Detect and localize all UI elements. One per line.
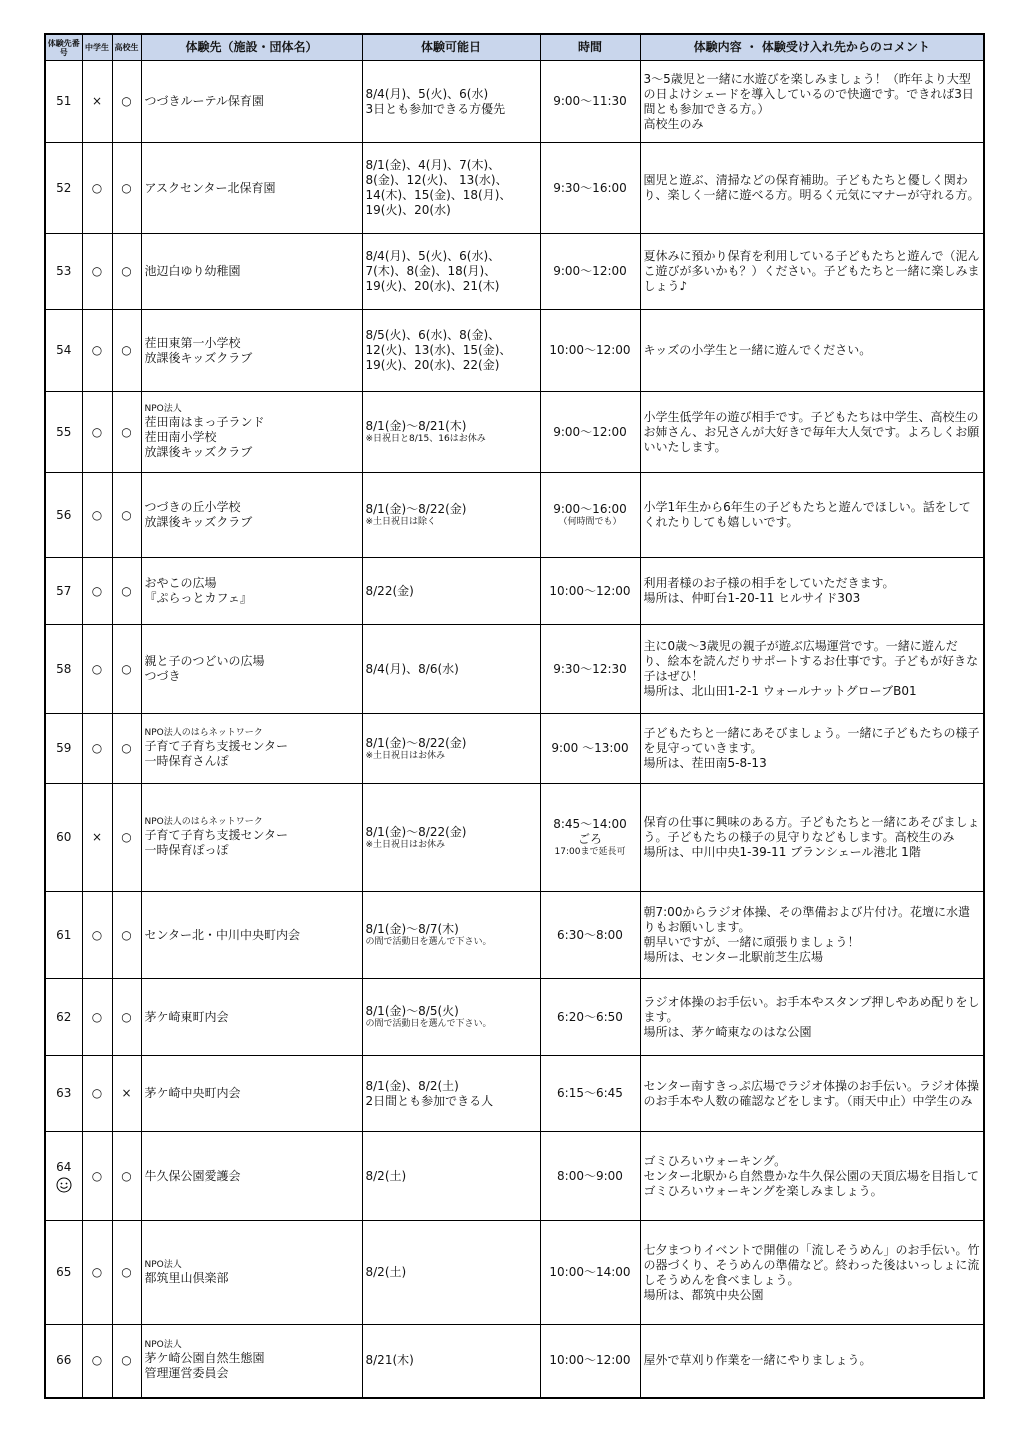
- table-row: [45, 61, 984, 143]
- header-senior-high: 高校生: [112, 34, 141, 61]
- comment-line: 主に0歳～3歳児の親子が遊ぶ広場運営です。一緒に遊んだり、絵本を読んだりサポートするお仕事です。子どもが好きな子はぜひ！: [643, 639, 979, 683]
- row-number-text: 66: [56, 1353, 72, 1368]
- time-range: [540, 61, 640, 143]
- facility-org-type: NPO法人: [144, 1340, 182, 1351]
- time-range: [540, 310, 640, 392]
- header-number: 体験先番号: [45, 34, 82, 61]
- comment: [640, 1056, 984, 1132]
- senior-high-mark: ○: [112, 784, 141, 892]
- comment-line: 朝早いですが、一緒に頑張りましょう！: [643, 935, 860, 949]
- comment-line: 3～5歳児と一緒に水遊びを楽しみましょう！（昨年より大型の日よけシェードを導入しているので快適です。できれば3日間とも参加できる方。）: [643, 71, 974, 116]
- row-number: [45, 310, 82, 392]
- date-note: ※土日祝日は除く: [365, 517, 437, 527]
- senior-high-mark: ○: [112, 234, 141, 310]
- row-number: [45, 558, 82, 625]
- date-line: 8/4(月)、5(火)、6(水)、: [365, 249, 501, 263]
- comment: [640, 714, 984, 784]
- row-number-text: 64: [56, 1159, 72, 1174]
- time-line: 9:30～12:30: [553, 661, 627, 676]
- time-line: 9:00 ～13:00: [551, 741, 629, 755]
- row-number-text: 58: [56, 661, 72, 676]
- comment-line: 高校生のみ: [643, 116, 704, 131]
- comment-line: 小学1年生から6年生の子どもたちと遊んでほしい。話をしてくれたりしても嬉しいです。: [643, 500, 971, 529]
- facility-org-type: NPO法人: [144, 1259, 182, 1270]
- row-number-text: 59: [56, 741, 72, 755]
- senior-high-mark: ○: [112, 892, 141, 979]
- date-line: 14(木)、15(金)、18(月)、: [365, 188, 512, 202]
- facility-name: [141, 1132, 362, 1221]
- row-number: [45, 61, 82, 143]
- row-number: [45, 473, 82, 558]
- row-number: [45, 1132, 82, 1221]
- junior-high-mark: ×: [82, 61, 112, 143]
- facility-name-line: 池辺白ゆり幼稚園: [144, 264, 241, 278]
- facility-name: [141, 310, 362, 392]
- time-line: 9:00～16:00: [553, 502, 627, 516]
- facility-name-line: 茅ケ崎公園自然生態園: [144, 1351, 265, 1366]
- table-body: [45, 61, 984, 1398]
- header-dates: 体験可能日: [362, 34, 540, 61]
- facility-name-line: つづき: [144, 669, 181, 683]
- row-number: [45, 714, 82, 784]
- comment-line: 場所は、中川中央1-39-11 ブランシェール港北 1階: [643, 845, 921, 859]
- junior-high-mark: ○: [82, 892, 112, 979]
- facility-org-type: NPO法人のはらネットワーク: [144, 817, 263, 827]
- available-dates: [362, 473, 540, 558]
- time-line: 10:00～14:00: [549, 1265, 631, 1279]
- facility-name-line: 茬田南はまっ子ランド: [144, 415, 265, 429]
- comment-line: 場所は、仲町台1-20-11 ヒルサイド303: [643, 591, 861, 605]
- comment-line: ゴミひろいウォーキング。: [643, 1153, 787, 1168]
- time-range: [540, 1132, 640, 1221]
- date-line: 19(火)、20(水)、21(木): [365, 279, 500, 293]
- header-junior-high: 中学生: [82, 34, 112, 61]
- header-facility: 体験先（施設・団体名）: [141, 34, 362, 61]
- table-row: [45, 1325, 984, 1398]
- facility-name: [141, 625, 362, 714]
- time-line: 10:00～12:00: [549, 583, 631, 598]
- facility-name-line: 『ぷらっとカフェ』: [144, 591, 252, 605]
- junior-high-mark: ○: [82, 1325, 112, 1398]
- time-line: 9:30～16:00: [553, 180, 627, 195]
- table-row: [45, 473, 984, 558]
- date-line: 12(火)、13(水)、15(金)、: [365, 343, 512, 357]
- available-dates: [362, 1325, 540, 1398]
- time-range: [540, 892, 640, 979]
- senior-high-mark: ○: [112, 1132, 141, 1221]
- row-number-text: 55: [56, 424, 72, 439]
- date-line: 8/4(月)、8/6(水): [365, 661, 459, 676]
- time-range: [540, 714, 640, 784]
- table-row: [45, 310, 984, 392]
- date-line: 7(木)、8(金)、18(月)、: [365, 264, 497, 278]
- date-note: ※土日祝日はお休み: [365, 750, 446, 761]
- date-note: の間で活動日を選んで下さい。: [365, 1019, 492, 1029]
- row-number: [45, 143, 82, 234]
- facility-name-line: おやこの広場: [144, 576, 217, 590]
- table-row: [45, 234, 984, 310]
- available-dates: [362, 558, 540, 625]
- facility-name: [141, 392, 362, 473]
- date-line: 8/1(金)、8/2(土): [365, 1078, 459, 1093]
- comment: [640, 473, 984, 558]
- senior-high-mark: ○: [112, 61, 141, 143]
- available-dates: [362, 310, 540, 392]
- header-content: 体験内容 ・ 体験受け入れ先からのコメント: [640, 34, 984, 61]
- comment: [640, 1132, 984, 1221]
- junior-high-mark: ○: [82, 234, 112, 310]
- comment-line: キッズの小学生と一緒に遊んでください。: [643, 343, 872, 357]
- time-note: （何時間でも）: [558, 517, 622, 527]
- junior-high-mark: ○: [82, 714, 112, 784]
- comment-line: 七夕まつりイベントで開催の「流しそうめん」のお手伝い。竹の器づくり、そうめんの準備など。終わった後はいっしょに流しそうめんを食べましょう。: [643, 1242, 980, 1287]
- table-row: [45, 1132, 984, 1221]
- available-dates: [362, 143, 540, 234]
- senior-high-mark: ○: [112, 1221, 141, 1325]
- time-range: [540, 1056, 640, 1132]
- smiley-icon: [56, 1177, 72, 1193]
- header-row: [45, 34, 984, 61]
- junior-high-mark: ○: [82, 1221, 112, 1325]
- comment-line: 夏休みに預かり保育を利用している子どもたちと遊んで（泥んこ遊びが多いかも？）ください。子どもたちと一緒に楽しみましょう♪: [643, 249, 980, 293]
- time-range: [540, 1221, 640, 1325]
- available-dates: [362, 1221, 540, 1325]
- facility-name-line: 茬田南小学校: [144, 430, 217, 444]
- row-number: [45, 625, 82, 714]
- comment-line: 場所は、都筑中央公園: [643, 1287, 764, 1302]
- row-number-text: 53: [56, 264, 72, 278]
- date-line: 2日間とも参加できる人: [365, 1093, 494, 1108]
- facility-name: [141, 714, 362, 784]
- comment-line: 屋外で草刈り作業を一緒にやりましょう。: [643, 1353, 872, 1368]
- date-line: 8/22(金): [365, 583, 414, 598]
- facility-name: [141, 1056, 362, 1132]
- date-line: 3日とも参加できる方優先: [365, 101, 506, 116]
- facility-name-line: アスクセンター北保育園: [144, 180, 276, 195]
- row-number-text: 65: [56, 1265, 72, 1279]
- comment: [640, 234, 984, 310]
- junior-high-mark: ○: [82, 143, 112, 234]
- facility-name-line: 子育て子育ち支援センター: [144, 828, 289, 842]
- date-line: 8/1(金)～8/22(金): [365, 502, 467, 516]
- row-number: [45, 1325, 82, 1398]
- senior-high-mark: ○: [112, 392, 141, 473]
- senior-high-mark: ○: [112, 310, 141, 392]
- date-line: 8/5(火)、6(水)、8(金)、: [365, 328, 501, 342]
- date-line: 8/1(金)、4(月)、7(木)、: [365, 158, 501, 172]
- comment: [640, 784, 984, 892]
- row-number-text: 54: [56, 343, 72, 357]
- junior-high-mark: ○: [82, 392, 112, 473]
- facility-name-line: 子育て子育ち支援センター: [144, 739, 289, 753]
- facility-name-line: つづきルーテル保育園: [144, 94, 264, 108]
- time-note: 17:00まで延長可: [554, 847, 626, 857]
- junior-high-mark: ○: [82, 558, 112, 625]
- senior-high-mark: ○: [112, 143, 141, 234]
- time-line: 8:00～9:00: [557, 1168, 623, 1183]
- facility-name-line: 茬田東第一小学校: [144, 335, 241, 350]
- facility-name-line: つづきの丘小学校: [144, 500, 241, 514]
- time-line: 8:45～14:00: [553, 817, 627, 831]
- comment: [640, 558, 984, 625]
- facility-name: [141, 558, 362, 625]
- junior-high-mark: ○: [82, 1132, 112, 1221]
- senior-high-mark: ○: [112, 714, 141, 784]
- facility-name: [141, 61, 362, 143]
- row-number-text: 52: [56, 180, 72, 195]
- time-line: ごろ: [577, 832, 602, 846]
- time-line: 9:00～12:00: [553, 424, 627, 439]
- row-number-text: 62: [56, 1009, 72, 1024]
- available-dates: [362, 625, 540, 714]
- time-line: 6:15～6:45: [557, 1086, 623, 1100]
- facility-name-line: 牛久保公園愛護会: [144, 1168, 241, 1183]
- date-note: ※日祝日と8/15、16はお休み: [365, 434, 486, 444]
- row-number: [45, 392, 82, 473]
- available-dates: [362, 234, 540, 310]
- experience-table: [44, 33, 985, 1399]
- junior-high-mark: ○: [82, 310, 112, 392]
- available-dates: [362, 1056, 540, 1132]
- time-range: [540, 392, 640, 473]
- facility-name-line: 放課後キッズクラブ: [144, 515, 253, 529]
- facility-name: [141, 234, 362, 310]
- facility-name-line: 茅ケ崎東町内会: [144, 1009, 229, 1024]
- facility-name: [141, 473, 362, 558]
- date-note: ※土日祝日はお休み: [365, 839, 446, 850]
- header-time: 時間: [540, 34, 640, 61]
- table-row: [45, 1221, 984, 1325]
- table-row: [45, 714, 984, 784]
- date-line: 8/2(土): [365, 1265, 407, 1279]
- senior-high-mark: ○: [112, 558, 141, 625]
- comment: [640, 61, 984, 143]
- date-line: 8/1(金)～8/5(火): [365, 1004, 459, 1018]
- facility-name: [141, 1325, 362, 1398]
- facility-name-line: 放課後キッズクラブ: [144, 445, 253, 459]
- facility-name: [141, 143, 362, 234]
- row-number-text: 63: [56, 1086, 72, 1100]
- comment-line: 園児と遊ぶ、清掃などの保育補助。子どもたちと優しく関わり、楽しく一緒に遊べる方。明るく元気にマナーが守れる方。: [643, 173, 980, 202]
- junior-high-mark: ○: [82, 473, 112, 558]
- facility-name-line: センター北・中川中央町内会: [144, 927, 301, 942]
- comment-line: センター北駅から自然豊かな牛久保公園の天頂広場を目指してゴミひろいウォーキングを楽しみましょう。: [643, 1168, 980, 1198]
- date-line: 8/1(金)～8/22(金): [365, 735, 467, 750]
- time-line: 10:00～12:00: [549, 1353, 631, 1368]
- comment-line: 場所は、茅ケ崎東なのはな公園: [643, 1024, 812, 1039]
- available-dates: [362, 714, 540, 784]
- table-row: [45, 558, 984, 625]
- date-line: 8/1(金)～8/22(金): [365, 824, 467, 839]
- comment-line: 小学生低学年の遊び相手です。子どもたちは中学生、高校生のお姉さん、お兄さんが大好きで毎年大人気です。よろしくお願いいたします。: [643, 409, 980, 454]
- comment-line: センター南すきっぷ広場でラジオ体操のお手伝い。ラジオ体操のお手本や人数の確認などをします。（雨天中止）中学生のみ: [643, 1078, 980, 1108]
- table-row: [45, 784, 984, 892]
- comment-line: 利用者様のお子様の相手をしていただきます。: [643, 576, 895, 590]
- time-range: [540, 1325, 640, 1398]
- time-range: [540, 625, 640, 714]
- row-number: [45, 784, 82, 892]
- date-line: 8/1(金)～8/21(木): [365, 419, 467, 433]
- facility-name: [141, 892, 362, 979]
- facility-name-line: 都筑里山倶楽部: [144, 1270, 229, 1285]
- table-row: [45, 625, 984, 714]
- comment-line: 保育の仕事に興味のある方。子どもたちと一緒にあそびましょう。子どもたちの様子の見守りなどもします。高校生のみ: [643, 815, 980, 844]
- row-number-text: 60: [56, 830, 72, 844]
- comment-line: 場所は、センター北駅前芝生広場: [643, 950, 824, 964]
- table-row: [45, 979, 984, 1056]
- senior-high-mark: ×: [112, 1056, 141, 1132]
- date-line: 8/21(木): [365, 1353, 414, 1368]
- facility-name: [141, 784, 362, 892]
- time-line: 6:20～6:50: [557, 1009, 623, 1024]
- time-range: [540, 473, 640, 558]
- row-number: [45, 892, 82, 979]
- date-note: の間で活動日を選んで下さい。: [365, 937, 492, 947]
- time-line: 6:30～8:00: [557, 927, 623, 942]
- row-number-text: 56: [56, 507, 72, 522]
- facility-name-line: 一時保育さんぽ: [144, 754, 229, 768]
- available-dates: [362, 979, 540, 1056]
- comment: [640, 143, 984, 234]
- junior-high-mark: ○: [82, 625, 112, 714]
- table-row: [45, 143, 984, 234]
- row-number-text: 57: [56, 583, 72, 598]
- junior-high-mark: ○: [82, 1056, 112, 1132]
- comment: [640, 1325, 984, 1398]
- facility-name-line: 茅ケ崎中央町内会: [144, 1086, 241, 1100]
- table-row: [45, 392, 984, 473]
- comment: [640, 892, 984, 979]
- date-line: 8/2(土): [365, 1168, 407, 1183]
- facility-name-line: 親と子のつどいの広場: [144, 654, 265, 668]
- facility-name: [141, 979, 362, 1056]
- comment: [640, 979, 984, 1056]
- row-number-text: 61: [56, 927, 72, 942]
- comment: [640, 625, 984, 714]
- facility-name-line: 管理運営委員会: [144, 1366, 229, 1381]
- available-dates: [362, 784, 540, 892]
- time-range: [540, 558, 640, 625]
- facility-name-line: 一時保育ぽっぽ: [144, 843, 229, 857]
- time-line: 9:00～12:00: [553, 264, 627, 278]
- comment: [640, 310, 984, 392]
- date-line: 8/4(月)、5(火)、6(水): [365, 86, 489, 101]
- facility-org-type: NPO法人のはらネットワーク: [144, 728, 263, 738]
- comment: [640, 1221, 984, 1325]
- row-number: [45, 1221, 82, 1325]
- junior-high-mark: ○: [82, 979, 112, 1056]
- senior-high-mark: ○: [112, 473, 141, 558]
- row-number: [45, 234, 82, 310]
- available-dates: [362, 392, 540, 473]
- junior-high-mark: ×: [82, 784, 112, 892]
- senior-high-mark: ○: [112, 1325, 141, 1398]
- comment-line: ラジオ体操のお手伝い。お手本やスタンプ押しやあめ配りをします。: [643, 994, 980, 1024]
- table-row: [45, 892, 984, 979]
- row-number: [45, 1056, 82, 1132]
- time-range: [540, 979, 640, 1056]
- date-line: 19(火)、20(水): [365, 203, 451, 217]
- senior-high-mark: ○: [112, 979, 141, 1056]
- facility-org-type: NPO法人: [144, 404, 182, 414]
- comment-line: 場所は、北山田1-2-1 ウォールナットグローブB01: [643, 684, 917, 698]
- time-range: [540, 234, 640, 310]
- time-line: 9:00～11:30: [553, 94, 627, 108]
- comment-line: 場所は、茬田南5-8-13: [643, 756, 767, 770]
- row-number-text: 51: [56, 94, 72, 108]
- date-line: 8(金)、12(火)、 13(水)、: [365, 173, 508, 187]
- facility-name-line: 放課後キッズクラブ: [144, 350, 253, 365]
- date-line: 19(火)、20(水)、22(金): [365, 358, 500, 372]
- time-range: [540, 143, 640, 234]
- comment-line: 子どもたちと一緒にあそびましょう。一緒に子どもたちの様子を見守っていきます。: [643, 726, 980, 755]
- available-dates: [362, 892, 540, 979]
- facility-name: [141, 1221, 362, 1325]
- comment-line: 朝7:00からラジオ体操、その準備および片付け。花壇に水遣りもお願いします。: [643, 905, 970, 934]
- comment: [640, 392, 984, 473]
- time-range: [540, 784, 640, 892]
- senior-high-mark: ○: [112, 625, 141, 714]
- row-number: [45, 979, 82, 1056]
- date-line: 8/1(金)～8/7(木): [365, 922, 459, 936]
- available-dates: [362, 1132, 540, 1221]
- available-dates: [362, 61, 540, 143]
- table-row: [45, 1056, 984, 1132]
- time-line: 10:00～12:00: [549, 343, 631, 357]
